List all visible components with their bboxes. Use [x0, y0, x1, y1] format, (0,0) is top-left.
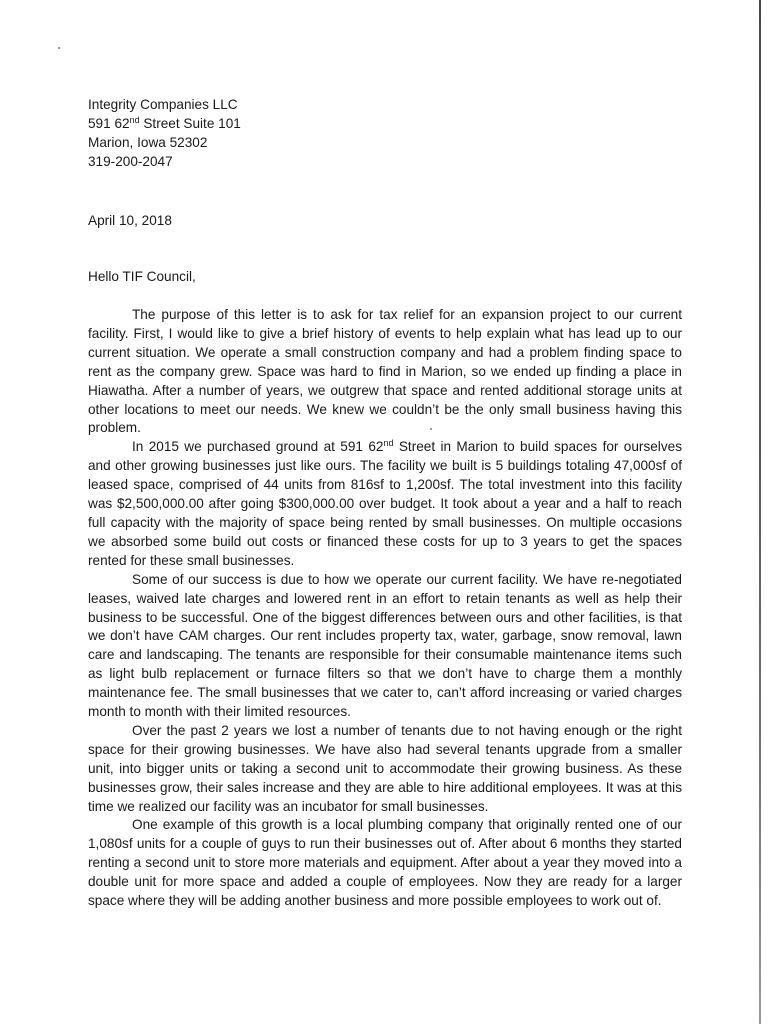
scan-speck: [58, 47, 60, 49]
letter-content: [88, 96, 682, 909]
letter-greeting: Hello TIF Council,: [88, 269, 196, 284]
body-paragraph-2-ordinal-suffix: nd: [383, 438, 394, 449]
body-paragraph-2: [88, 438, 682, 570]
letter-body: [88, 306, 682, 911]
sender-street-ordinal-suffix: nd: [129, 114, 140, 125]
body-paragraph-2-start: In 2015 we purchased ground at 591 62: [132, 439, 384, 455]
sender-company-name: Integrity Companies LLC: [88, 97, 238, 112]
body-paragraph-4: Over the past 2 years we lost a number of tenants due to not having enough or the right space for their growing businesses. We have also had several tenants upgrade from a smaller unit, into bigger units or taking a second unit to accommodate their growing business. As these businesses grow, their sales increase and they are able to hire additional employees. It was at this time we realized our facility was an incubator for small businesses.: [88, 722, 682, 814]
sender-street-number: 591 62: [88, 115, 130, 131]
body-paragraph-5: One example of this growth is a local plumbing company that originally rented one of our 1,080sf units for a couple of guys to run their businesses out of. After about 6 months they started renting a second unit to store more materials and equipment. After about a year they moved into a double unit for more space and added a couple of employees. Now they are ready for a larger space where they will be adding another business and more possible employees to work out of.: [88, 817, 682, 909]
letter-date: April 10, 2018: [88, 213, 172, 228]
sender-street-rest: Street Suite 101: [139, 115, 241, 131]
body-paragraph-1: The purpose of this letter is to ask for tax relief for an expansion project to our current facility. First, I would like to give a brief history of events to help explain what has lead up to our current situation. We operate a small construction company and had a problem finding space to rent as the company grew. Space was hard to find in Marion, so we ended up finding a place in Hiawatha. After a number of years, we outgrew that space and rented additional storage units at other locations to meet our needs. We knew we couldn’t be the only small business having this problem.: [88, 307, 682, 436]
scan-edge-line: [759, 0, 761, 1024]
sender-city-state-zip: Marion, Iowa 52302: [88, 134, 208, 150]
body-paragraph-3: Some of our success is due to how we operate our current facility. We have re-negotiated leases, waived late charges and lowered rent in an effort to retain tenants as well as help their business to be successful. One of the biggest differences between ours and other facilities, is that we don’t have CAM charges. Our rent includes property tax, water, garbage, snow removal, lawn care and landscaping. The tenants are responsible for their consumable maintenance items such as light bulb replacement or furnace filters so that we don’t have to charge them a monthly maintenance fee. The small businesses that we cater to, can’t afford increasing or varied charges month to month with their limited resources.: [88, 571, 682, 720]
sender-phone: 319-200-2047: [88, 153, 173, 169]
sender-street-address: [88, 115, 682, 134]
sender-address-block: [88, 96, 682, 172]
body-paragraph-2-rest: Street in Marion to build spaces for ourselves and other growing businesses just like ours. The facility we built is 5 buildings totaling 47,000sf of leased space, comprised of 44 units from 816sf to 1,200sf. The total investment into this facility was $2,500,000.00 after going $300,000.00 over budget. It took about a year and a half to reach full capacity with the majority of space being rented by small businesses. On multiple occasions we absorbed some build out costs or financed these costs for up to 3 years to get the spaces rented for these small businesses.: [88, 439, 682, 568]
